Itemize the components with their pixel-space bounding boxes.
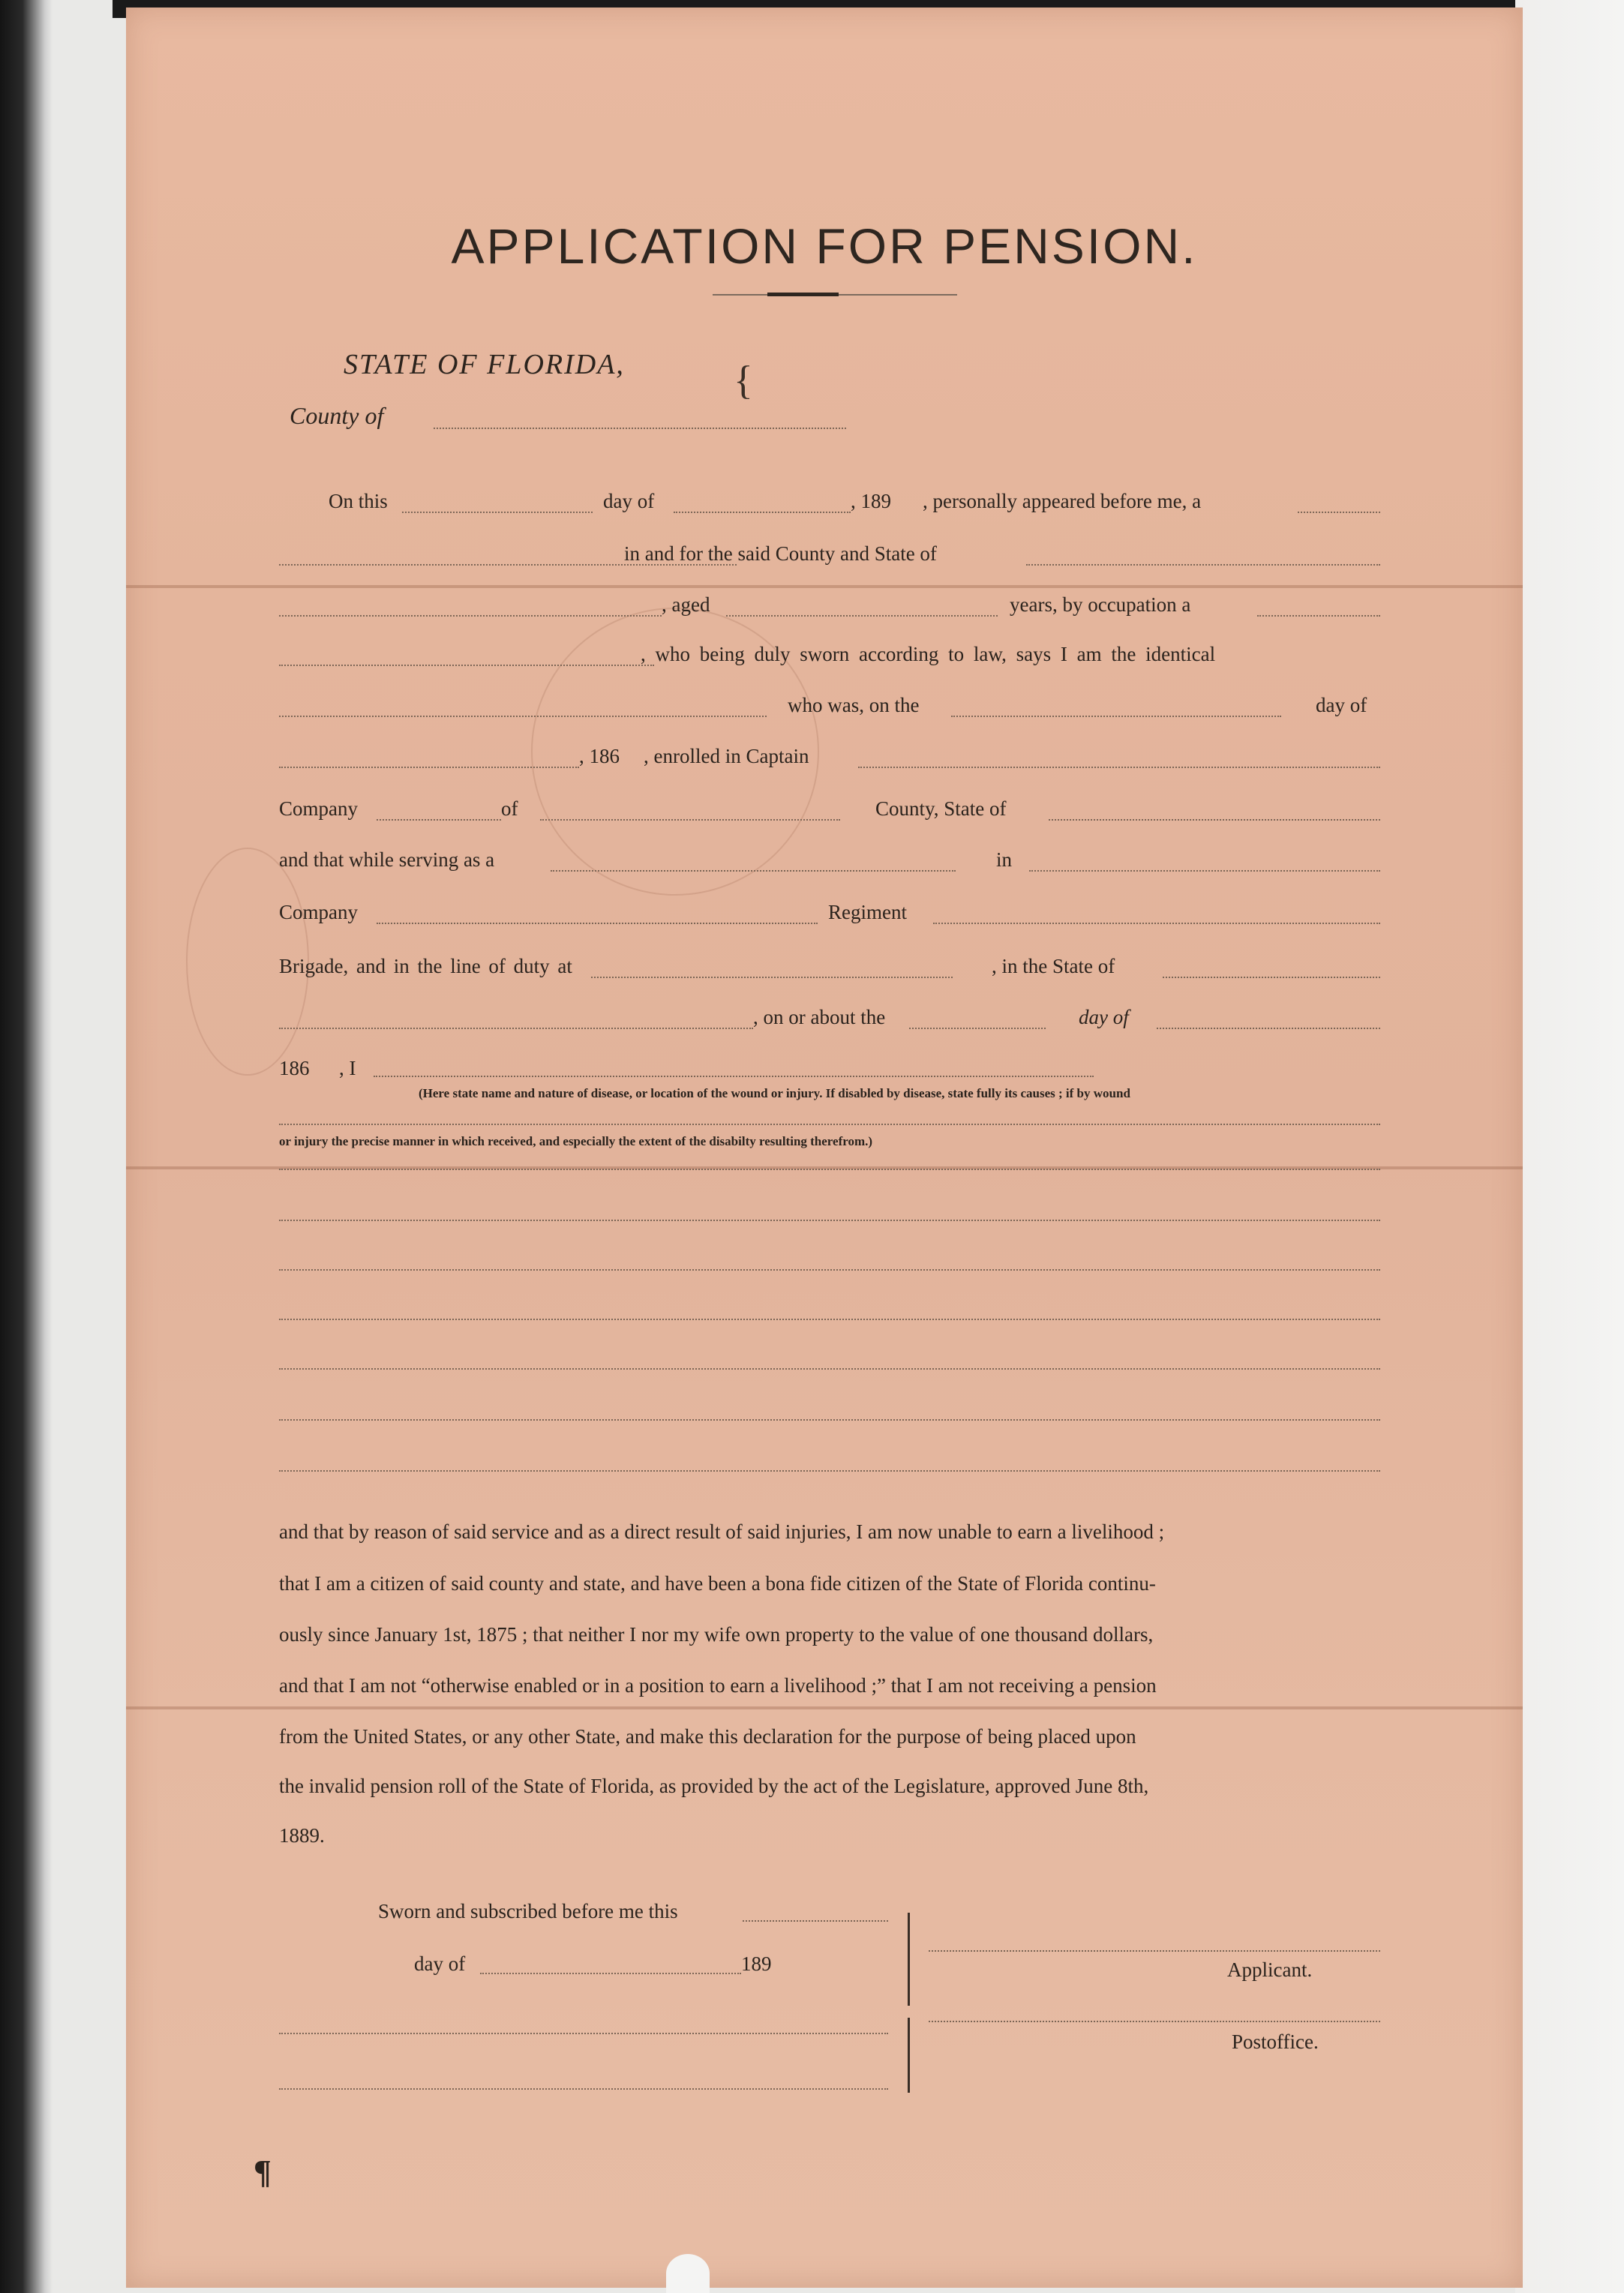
text-county-state-of: County, State of (875, 797, 1007, 820)
field-captain[interactable] (858, 767, 1380, 768)
title-rule-ornament (767, 293, 839, 296)
declaration-line: the invalid pension roll of the State of Florida, as provided by the act of the Legislature, approved June 8th, (279, 1775, 1149, 1797)
scan-edge-left (0, 0, 53, 2293)
text-day-of: day of (603, 490, 655, 512)
jurat-brace-top (908, 1913, 910, 1953)
field-occupation-cont[interactable] (279, 665, 654, 666)
field-occupation[interactable] (1257, 615, 1380, 617)
field-jurat-month[interactable] (480, 1973, 741, 1974)
field-injury-day[interactable] (909, 1028, 1046, 1029)
field-rank[interactable] (551, 870, 956, 872)
declaration-line: 1889. (279, 1824, 325, 1847)
field-disability-description[interactable] (279, 1220, 1380, 1221)
jurat-brace-mid (908, 1953, 910, 2006)
field-injury-state[interactable] (1163, 977, 1380, 978)
jurat-day-of: day of (414, 1952, 466, 1975)
field-disability-description[interactable] (279, 1319, 1380, 1320)
text-duly-sworn: , who being duly sworn according to law, says I am the identical (641, 643, 1216, 665)
field-disability-description[interactable] (279, 1470, 1380, 1472)
county-field[interactable] (434, 428, 846, 429)
text-appeared: , personally appeared before me, a (923, 490, 1202, 512)
text-brigade: Brigade, and in the line of duty at (279, 955, 572, 977)
field-place-of-injury[interactable] (591, 977, 953, 978)
field-postoffice[interactable] (929, 2021, 1380, 2022)
postoffice-label: Postoffice. (1232, 2030, 1319, 2053)
text-on-or-about: , on or about the (753, 1006, 886, 1028)
pension-form-sheet (126, 8, 1523, 2288)
instruction-note-1: (Here state name and nature of disease, or location of the wound or injury. If disabled by disease, state fully its causes ; if by wound (419, 1086, 1130, 1100)
declaration-line: from the United States, or any other State, and make this declaration for the purpose of being placed upon (279, 1725, 1136, 1748)
field-disability-description[interactable] (279, 1269, 1380, 1271)
text-in-the-state-of: , in the State of (992, 955, 1115, 977)
venue-brace: { (734, 358, 753, 403)
text-in: in (996, 848, 1013, 871)
text-on-this: On this (329, 490, 388, 512)
applicant-label: Applicant. (1227, 1958, 1313, 1981)
text-years-occupation: years, by occupation a (1010, 593, 1191, 616)
field-identical-name[interactable] (279, 716, 767, 717)
text-186-2: 186 (279, 1057, 310, 1079)
text-enrolled-captain: , enrolled in Captain (644, 745, 809, 767)
field-disability-description[interactable] (279, 1169, 1380, 1170)
text-day-of-2: day of (1316, 694, 1367, 716)
field-applicant-signature[interactable] (929, 1950, 1380, 1952)
text-in-and-for: in and for the said County and State of (624, 542, 937, 565)
text-year-189: , 189 (851, 490, 891, 512)
instruction-note-2: or injury the precise manner in which received, and especially the extent of the disabilty resulting therefrom.) (279, 1134, 873, 1148)
text-who-was-on-the: who was, on the (788, 694, 920, 716)
field-disability-line[interactable] (279, 1124, 1380, 1125)
text-aged: , aged (662, 593, 710, 616)
field-official-title-jurat[interactable] (279, 2088, 888, 2090)
scan-edge-right (1515, 0, 1624, 2293)
field-disability-start[interactable] (374, 1076, 1094, 1077)
fold-line (126, 1706, 1523, 1709)
text-while-serving: and that while serving as a (279, 848, 495, 871)
field-company-letter[interactable] (377, 819, 501, 821)
pilcrow-mark: ¶ (254, 2153, 272, 2190)
field-injury-state-cont[interactable] (279, 1028, 753, 1029)
field-service-unit[interactable] (1029, 870, 1380, 872)
field-disability-description[interactable] (279, 1368, 1380, 1370)
punch-hole (666, 2254, 710, 2293)
field-age[interactable] (726, 615, 998, 617)
field-official-title[interactable] (1298, 512, 1380, 513)
state-heading: STATE OF FLORIDA, (344, 349, 625, 380)
field-regiment[interactable] (933, 923, 1380, 924)
field-enroll-state[interactable] (1049, 819, 1380, 821)
text-of: of (501, 797, 518, 820)
text-regiment: Regiment (828, 901, 907, 923)
form-title: APPLICATION FOR PENSION. (451, 218, 1198, 274)
field-jurat-day[interactable] (743, 1920, 888, 1922)
jurat-brace-bottom (908, 2018, 910, 2093)
text-company: Company (279, 797, 358, 820)
text-day-of-3: day of (1079, 1006, 1129, 1028)
field-disability-description[interactable] (279, 1419, 1380, 1421)
field-day[interactable] (402, 512, 593, 513)
field-state[interactable] (1026, 564, 1380, 566)
field-official-signature[interactable] (279, 2033, 888, 2034)
field-injury-month[interactable] (1157, 1028, 1380, 1029)
jurat-sworn: Sworn and subscribed before me this (378, 1900, 678, 1922)
field-enroll-month[interactable] (279, 767, 579, 768)
field-enroll-day[interactable] (951, 716, 1281, 717)
declaration-line: that I am a citizen of said county and state, and have been a bona fide citizen of the State of Florida continu- (279, 1572, 1156, 1595)
fold-line (126, 585, 1523, 588)
declaration-line: and that I am not “otherwise enabled or in a position to earn a livelihood ;” that I am not receiving a pension (279, 1674, 1157, 1697)
declaration-line: and that by reason of said service and as a direct result of said injuries, I am now unable to earn a livelihood ; (279, 1520, 1165, 1543)
jurat-year: 189 (741, 1952, 772, 1975)
text-company-2: Company (279, 901, 358, 923)
field-company-2[interactable] (377, 923, 818, 924)
text-i: , I (339, 1057, 356, 1079)
county-label: County of (290, 402, 384, 429)
field-county[interactable] (540, 819, 840, 821)
field-month[interactable] (674, 512, 851, 513)
text-186: , 186 (579, 745, 620, 767)
declaration-line: ously since January 1st, 1875 ; that neither I nor my wife own property to the value of one thousand dollars, (279, 1623, 1154, 1646)
field-applicant-name[interactable] (279, 615, 662, 617)
